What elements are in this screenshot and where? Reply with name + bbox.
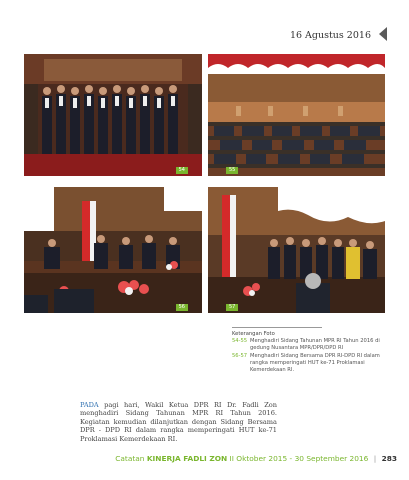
caption-numbers: 54-55 xyxy=(232,338,248,345)
page-arrow-icon xyxy=(379,27,387,41)
caption-text: Menghadiri Sidang Tahunan MPR RI Tahun 2016 di gedung Nusantara MPR/DPR/DPD RI xyxy=(250,338,380,352)
caption-title: Keterangan Foto xyxy=(232,331,275,337)
photo-number: 54 xyxy=(176,167,188,174)
caption-row xyxy=(232,353,392,375)
footer-period: II Oktober 2015 - 30 September 2016 xyxy=(229,454,369,463)
body-text: pagi hari, Wakil Ketua DPR RI Dr. Fadli Zon menghadiri Sidang Tahunan MPR RI Tahun 2016. Kegiatan kemudian dilanjutkan dengan Sidang Bersama DPR - DPD RI dalam rangka memperingati HUT ke-71 Proklamasi Kemerdekaan RI. xyxy=(80,401,277,443)
photo-56 xyxy=(24,187,202,313)
photo-number: 56 xyxy=(176,304,188,311)
page-footer xyxy=(115,454,397,463)
caption-divider xyxy=(232,327,322,328)
photo-55 xyxy=(208,54,385,176)
footer-separator: | xyxy=(373,454,377,463)
caption-numbers: 56-57 xyxy=(232,352,248,359)
photo-54 xyxy=(24,54,202,176)
photo-caption xyxy=(232,331,392,374)
caption-text: Menghadiri Sidang Bersama DPR RI-DPD RI dalam rangka memperingati HUT ke-71 Proklamasi Kemerdekaan RI. xyxy=(250,352,380,374)
footer-brand: KINERJA FADLI ZON xyxy=(146,454,228,463)
page-number: 283 xyxy=(381,454,397,463)
photo-number: 55 xyxy=(226,167,238,174)
footer-label: Catatan xyxy=(115,454,145,463)
body-paragraph xyxy=(80,401,277,443)
date-header: 16 Agustus 2016 xyxy=(289,30,371,41)
lead-word: PADA xyxy=(80,401,99,409)
caption-row xyxy=(232,338,392,352)
photo-57 xyxy=(208,187,385,313)
photo-number: 57 xyxy=(226,304,238,311)
